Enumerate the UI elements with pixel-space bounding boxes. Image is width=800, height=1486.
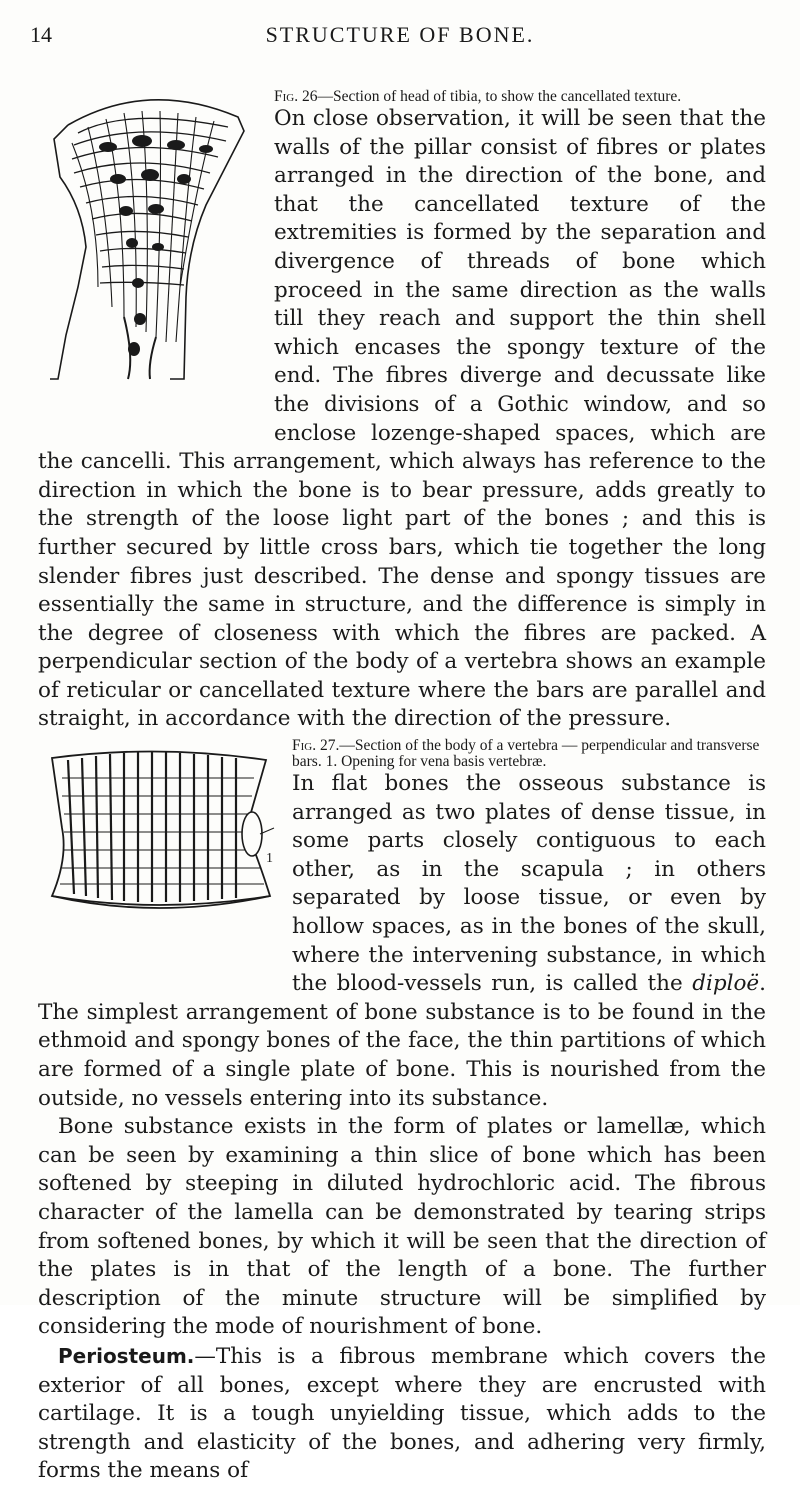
paragraph-periosteum: Periosteum.—This is a fibrous membrane which covers the exterior of all bones, except where they are encrusted with cartilage. It is a tough unyielding tissue, which adds to the strength and elasticity of the bones, and adhering very firmly, forms the means of xyxy=(38,1343,766,1484)
figure-27-marker: 1 xyxy=(266,851,273,867)
running-head: STRUCTURE OF BONE. xyxy=(265,22,535,47)
page-header xyxy=(0,22,800,62)
vertebra-section-illustration xyxy=(38,738,278,918)
figure-26-caption: Fig. 26—Section of head of tibia, to show the cancellated texture. xyxy=(274,88,682,105)
figure-27 xyxy=(38,738,278,984)
figure-27-caption: Fig. 27.—Section of the body of a vertebra — perpendicular and transverse bars. 1. Opening for vena basis vertebræ. xyxy=(292,737,760,771)
figure-26 xyxy=(38,87,260,433)
page-number: 14 xyxy=(30,22,52,47)
term-periosteum: Periosteum. xyxy=(58,1343,195,1368)
paragraph-lamellae: Bone substance exists in the form of plates or lamellæ, which can be seen by examining a thin slice of bone which has been softened by steeping in diluted hydrochloric acid. The fibrous character of the lamella can be demonstrated by tearing strips from softened bones, by which it will be seen that the direction of the plates is in that of the length of a bone. The further description of the minute structure will be simplified by considering the mode of nourishment of bone. xyxy=(38,1114,766,1340)
tibia-section-illustration xyxy=(38,87,260,387)
term-diploe: diploë xyxy=(692,971,760,997)
body-text: Fig. 26—Section of head of tibia, to show the cancellated texture. On close observation, it will be seen that the walls of the pillar consist of fibres or plates arranged in the direction of the bone, and that the cancellated texture of the extremities is formed by the separation and divergence of threads of bone which proceed in the same direction as the walls till they reach and support the thin shell which encases the spongy texture of the end. The fibres diverge and decussate like the divisions of a Gothic window, and so enclose lozenge-shaped spaces, which are the cancelli. This arrangement, which always has reference to the direction in which the bone is to bear pressure, adds greatly to the strength of the loose light part of the bones ; and this is further secured by little cross bars, which tie together the long slender fibres just described. The dense and spongy tissues are essentially the same in structure, and the difference is simply in the degree of closeness with which the fibres are packed. A perpendicular section of the body of a vertebra shows an example of reticular or cancellated texture where the bars are parallel and straight, in accordance with the direction of the pressure. 1 Fig. 27.—Section of the body of a vertebra — perpendicular and transverse bars. 1. Opening for vena basis vertebræ. In flat bones the osseous substance is arranged as two plates of dense tissue, in some parts closely contiguous to each other, as in the scapula ; in others separated by loose tissue, or even by hollow spaces, as in the bones of the skull, where the intervening substance, in which the blood-vessels run, is called the diploë. The simplest arrangement of bone substance is to be found in the ethmoid and spongy bones of the face, the thin partitions of which are formed of a single plate of bone. This is nourished from the outside, no vessels entering into its substance. Bone substance exists in the form of plates or lamellæ, which can be seen by examining a thin slice of bone which has been softened by steeping in diluted hydrochloric acid. The fibrous character of the lamella can be demonstrated by tearing strips from softened bones, by which it will be seen that the direction of the plates is in that of the length of a bone. The further description of the minute structure will be simplified by considering the mode of nourishment of bone. Periosteum.—This is a fibrous membrane which covers the exterior of all bones, except where they are encrusted with cartilage. It is a tough unyielding tissue, which adds to the strength and elasticity of the bones, and adhering very firmly, forms the means of xyxy=(38,85,766,1486)
